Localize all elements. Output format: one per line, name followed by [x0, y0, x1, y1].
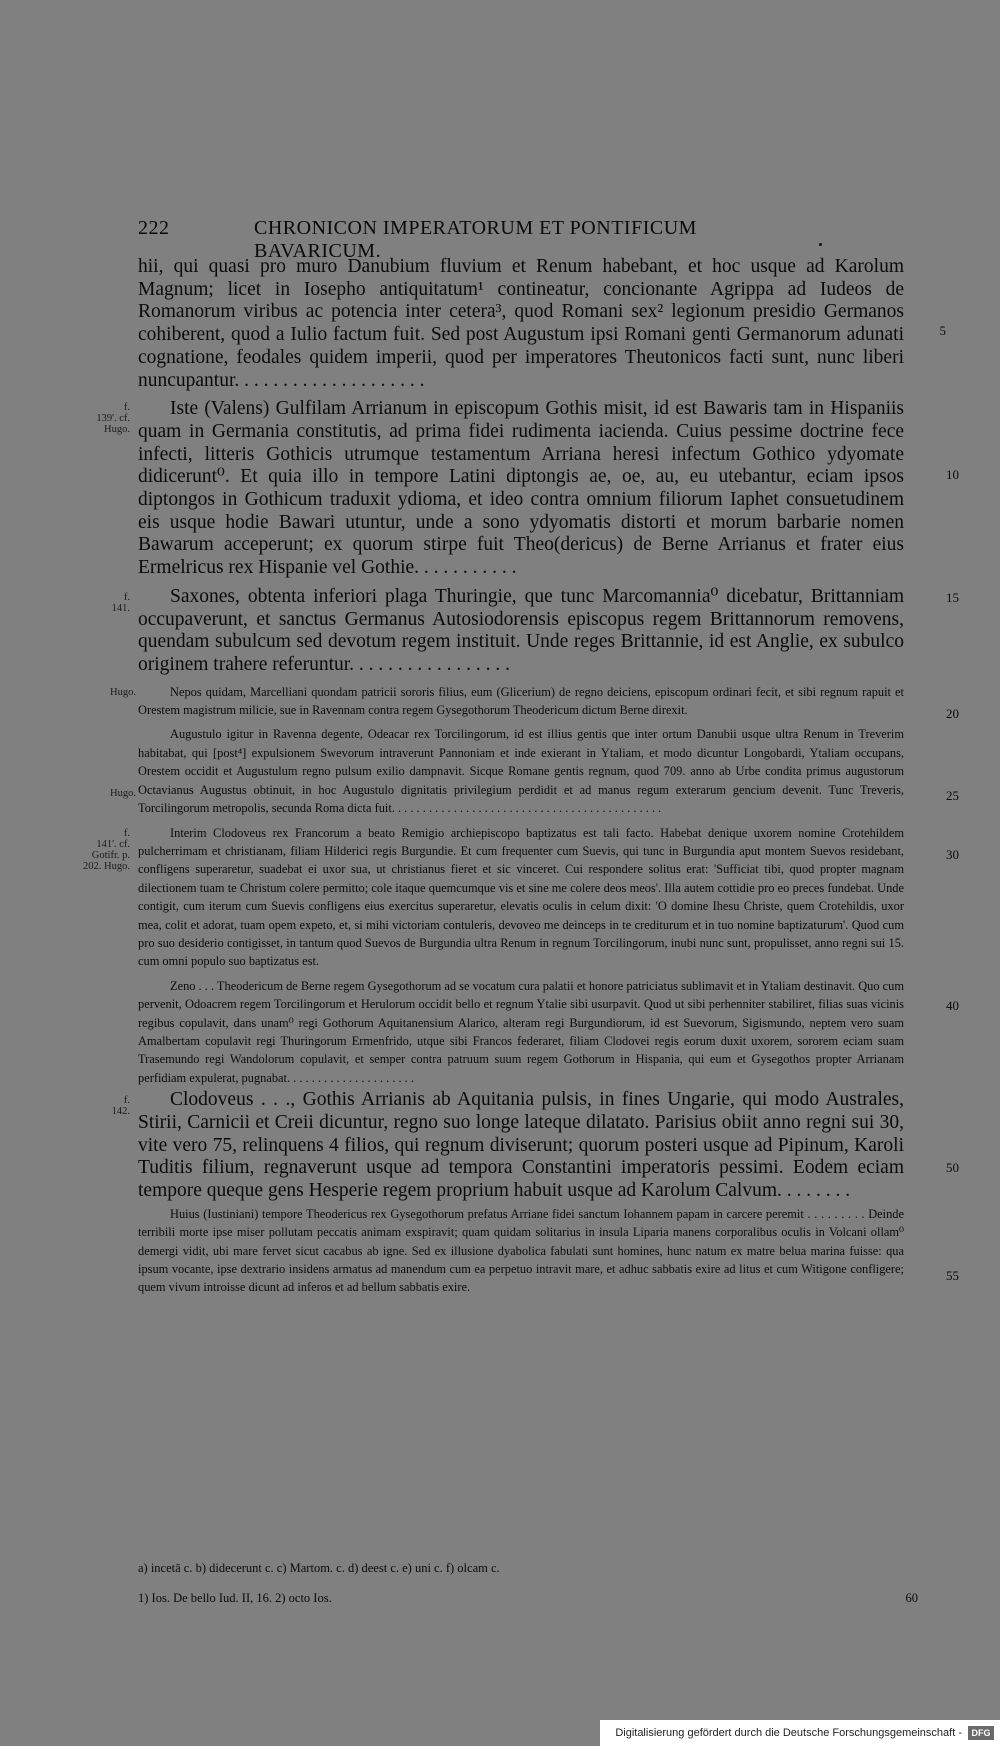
line-number: 55 [946, 1267, 959, 1283]
line-number: 25 [946, 788, 959, 804]
page-number: 222 [138, 217, 170, 239]
source-notes-text: 1) Ios. De bello Iud. II, 16. 2) octo Ios. [138, 1591, 332, 1605]
paragraph [110, 725, 959, 817]
paragraph [110, 683, 959, 721]
margin-note: f. 142. [111, 1095, 130, 1118]
margin-note: f. 139'. cf. Hugo. [96, 402, 130, 436]
line-number: 30 [946, 846, 959, 862]
line-number: 20 [946, 705, 959, 721]
line-number: 15 [946, 589, 959, 605]
margin-note: f. 141. [111, 591, 130, 614]
paragraph-text: Saxones, obtenta inferiori plaga Thuringie, que tunc Marcomannia⁰ dicebatur, Brittanniam occupaverunt, et sanctus Germanus Autosiodorensis episcopus regem Brittannorum removens, quendam subulcum sed devotum regem instituit. Unde reges Brittannie, id est Anglie, ex subulco originem trahere referuntur. . . . . . . . . . . . . . . . . [138, 585, 904, 675]
main-text [83, 256, 959, 1297]
line-number: 10 [946, 467, 959, 483]
paragraph-text: Clodoveus . . ., Gothis Arrianis ab Aquitania pulsis, in fines Ungarie, qui modo Australes, Stirii, Carnicii et Creii dicuntur, regno suo longe lateque dilatato. Parisius obiit anno regni sui 30, vite vero 75, relinquens 4 filios, qui regnum diviserunt; quorum posteri usque ad Pipinum, Karoli Tuditis filium, regnaverunt usque ad tempora Constantini imperatoris pessimi. Eodem eciam tempore queque gens Hesperie regem proprium habuit usque ad Karolum Calvum. . . . . . . . [138, 1089, 904, 1201]
paragraph-text: Interim Clodoveus rex Francorum a beato Remigio archiepiscopo baptizatus est tali facto. Habebat denique uxorem nomine Crotehildem pulcherrimam et christianam, filiam Hilderici regis Burgundie. Et cum frequenter cum Suevis, qui tunc in Burgundia aput montem Suevos residebant, confligens superaretur, suadebat ei uxor sua, ut christianus fieret et sic vinceret. Cui respondere solitus erat: 'Sufficiat tibi, quod propter magnam dilectionem tuam te Christum colere permitto; cole itaque quemcumque vis et sine me colere deos meos'. Illa autem cottidie pro eo preces fundebat. Unde contigit, cum iterum cum Suevis confligens eius exercitus superaretur, elevatis oculis in celum dixit: 'O domine Ihesu Christe, quem Crotehildis, uxor mea, colit et adorat, tuam opem expeto, et, si mihi victoriam contuleris, devoveo me deinceps in te crediturum et in tuo nomine baptizaturum'. Quod cum pro suo desiderio contigisset, in tantum quod Suevos de Burgundia ultra Renum in regnum Torcilingorum, inubi nunc sunt, propulisset, anno regni sui 15. cum omni populo suo baptizatus est. [138, 825, 904, 969]
line-number: 40 [946, 997, 959, 1013]
paragraph-text: Iste (Valens) Gulfilam Arrianum in episcopum Gothis misit, id est Bawaris tam in Hispaniis quam in Germania constitutis, ad prima fidei rudimenta iacienda. Cuius pessime doctrine fece infecti, litteris Gothicis utrumque testamentum Arriana heresi infectum Gothico ydyomate didicerunt⁰. Et quia illo in tempore Latini diptongis ae, oe, au, eu utebantur, eciam ipsos diptongos in Gothicum traduxit ydioma, et ideo contra omnium filiorum Iaphet consuetudinem eis usque hodie Bawari utuntur, unde a sono ydyomatis distorti et morum barbarie nomen Bawarum acceperunt; ex quorum stirpe fuit Theo(dericus) de Berne Arrianus et frater eius Ermelricus rex Hispanie vel Gothie. . . . . . . . . . . [138, 398, 904, 579]
line-number: 50 [946, 1160, 959, 1176]
margin-note: Hugo. [110, 788, 136, 800]
paragraph [96, 398, 959, 580]
margin-note: f. 141'. cf. Gotifr. p. 202. Hugo. [83, 827, 130, 872]
paragraph [138, 256, 946, 392]
paragraph-text: Huius (Iustiniani) tempore Theodericus rex Gysegothorum prefatus Arriane fidei sanctum Iohannem papam in carcere peremit . . . . . . . . . Deinde terribili morte ipse miser pollutam peccatis animam exspiravit; quam quidam solitarius in insula Liparia manens corporalibus oculis in Volcani ollam⁰ demergi vidit, ubi mare fervet sicut cacabus ab igne. Sed ex illusione dyabolica fabulati sunt homines, hunc natum ex matre belua marina fuisse: qua ipsum vocante, ipse dextrario insidens armatus ad manendum cum ea perpetuo intravit mare, et adhuc sabbatis exire ad litus et cum Witigone confligere; quem vivum introisse dicunt ad inferos et ad bellum sabbatis exire. [138, 1206, 904, 1295]
critical-apparatus [138, 1561, 918, 1576]
apparatus-notes: a) incetā c. b) didecerunt c. c) Martom. c. d) deest c. e) uni c. f) olcam c. [138, 1561, 500, 1575]
paragraph-text: Nepos quidam, Marcelliani quondam patricii sororis filius, eum (Glicerium) de regno deiciens, episcopum ordinari fecit, et sibi regnum rapuit et Orestem magistrum milicie, sue in Ravennam contra regem Gysegothorum Theodericum dictum Berne direxit. [138, 684, 904, 718]
dfg-logo-icon: DFG [968, 1726, 994, 1740]
paragraph [138, 977, 959, 1087]
paragraph-text: Augustulo igitur in Ravenna degente, Odeacar rex Torcilingorum, id est illius gentis que inter ortum Danubii usque ultra Renum in Treverim habitabat, qui [post⁴] expulsionem Swevorum intraverunt Pannoniam et inde exierant in Ytaliam, et modo dicuntur Longobardi, Ytaliam occupans, Orestem occidit et Augustulum regno pulsum exilio dampnavit. Sicque Romane gentis regnum, quod 709. anno ab Urbe condita primus augustorum Octavianus Augustus obtinuit, in hoc Augustulo dignitatis privilegium perdidit et ad manus regum exterarum gencium devenit. Tunc Treveris, Torcilingorum metropolis, secunda Roma dicta fuit. . . . . . . . . . . . . . . . . . . . . . . . . . . . . . . . . . . . . . . . . . . . [138, 727, 904, 816]
paragraph [111, 585, 959, 677]
running-title: CHRONICON IMPERATORUM ET PONTIFICUM BAVARICUM. [254, 217, 697, 262]
ink-speck [819, 243, 822, 246]
paragraph [111, 1089, 959, 1203]
funding-text: Digitalisierung gefördert durch die Deutsche Forschungsgemeinschaft - [615, 1727, 962, 1739]
line-number: 5 [939, 323, 946, 338]
paragraph-text: hii, qui quasi pro muro Danubium fluvium et Renum habebant, et hoc usque ad Karolum Magnum; licet in Iosepho antiquitatum¹ contineatur, concionante Agrippa ad Iudeos de Romanorum viribus ac potencia inter cetera³, quod Romani sex² legionum presidio Germanos cohiberent, quod a Iulio factum fuit. Sed post Augustum ipsi Romani genti Germanorum adunati cognatione, feodales quidem imperii, quod per imperatores Theutonicos facti sunt, nunc liberi nuncupantur. . . . . . . . . . . . . . . . . . . . [138, 256, 904, 391]
paragraph [83, 824, 959, 971]
source-notes [138, 1591, 918, 1606]
paragraph [138, 1205, 959, 1297]
margin-note: Hugo. [110, 686, 136, 698]
digitization-banner [600, 1720, 1000, 1746]
paragraph-text: Zeno . . . Theodericum de Berne regem Gysegothorum ad se vocatum cura palatii et honore patriciatus sublimavit et in Ytaliam destinavit. Quo cum pervenit, Odoacrem regem Torcilingorum et Herulorum occidit bello et regnum Ytalie sibi usurpavit. Quod ut sibi perhenniter stabiliret, filias suas vicinis regibus copulavit, dans unam⁰ regi Gothorum Aquitanensium Alarico, alteram regi Burgundiorum, id est Suevorum, Sigismundo, neptem vero suam Amalbertam copulavit regi Thuringorum Ermenfrido, utque sibi Francos federaret, filiam Clodovei regis eorum duxit uxorem, sororem eciam suam Trasemundo regi Wandolorum copulavit, et semper contra patruum suum regem Gothorum in Hispania, qui eum et Gysegothos propter Arrianam perfidiam expulerat, pugnabat. . . . . . . . . . . . . . . . . . . . . [138, 978, 904, 1085]
line-number: 60 [905, 1591, 918, 1605]
